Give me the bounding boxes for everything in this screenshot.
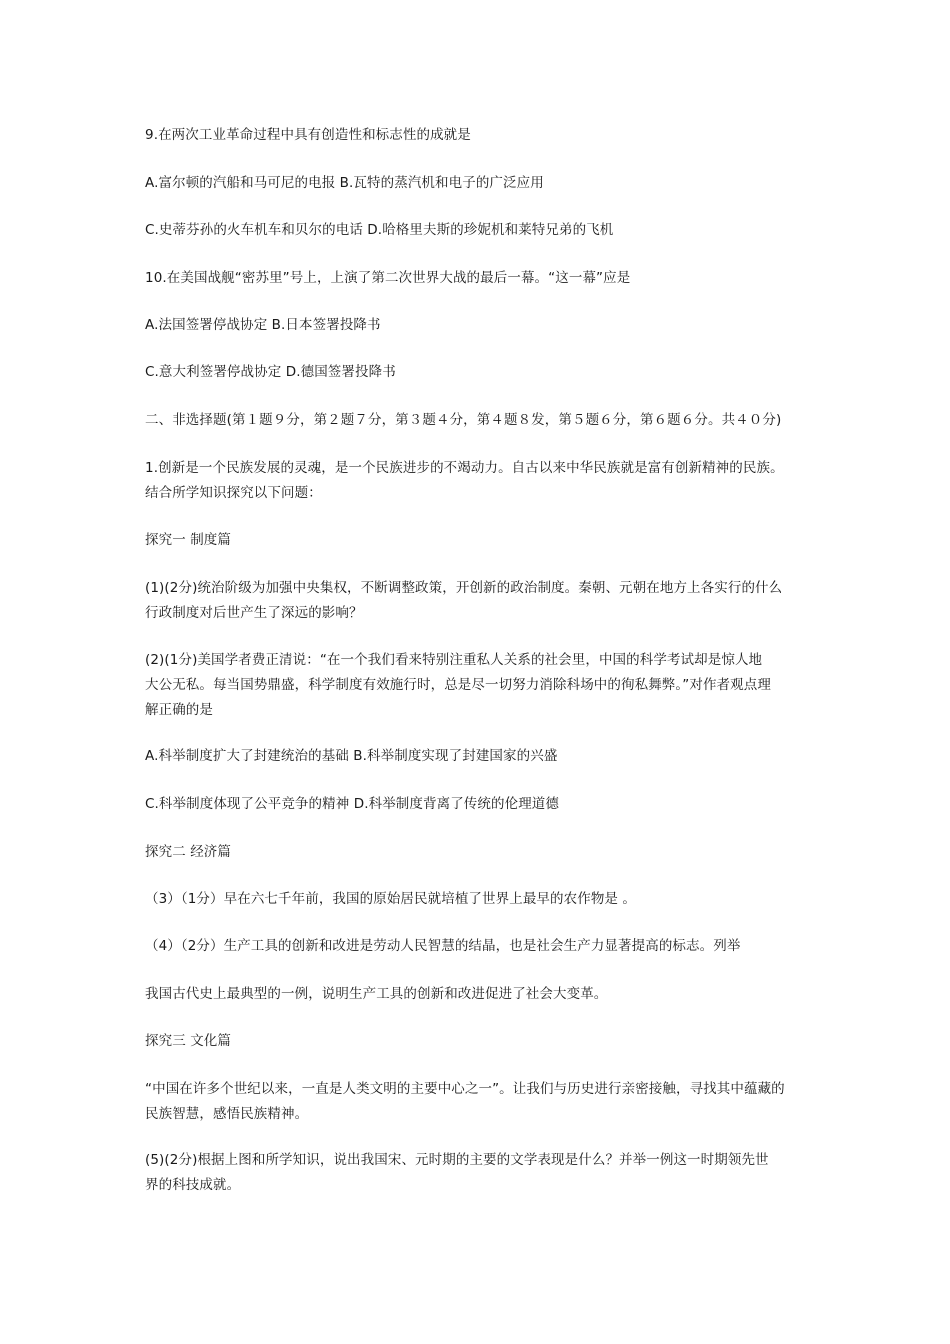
- sub-question-2-line-2: 大公无私。每当国势鼎盛，科学制度有效施行时，总是尽一切努力消除科场中的徇私舞弊。”对作者观点理: [145, 677, 771, 693]
- culture-intro-line-2: 民族智慧，感悟民族精神。: [145, 1106, 309, 1122]
- part-1-intro-line-1: 1.创新是一个民族发展的灵魂，是一个民族进步的不竭动力。自古以来中华民族就是富有创新精神的民族。: [145, 460, 784, 476]
- sub-question-5-line-1: (5)(2分)根据上图和所学知识，说出我国宋、元时期的主要的文学表现是什么？并举一例这一时期领先世: [145, 1152, 769, 1168]
- question-9-stem: 9.在两次工业革命过程中具有创造性和标志性的成就是: [145, 127, 471, 143]
- explore-one-heading: 探究一 制度篇: [145, 532, 231, 548]
- explore-three-heading: 探究三 文化篇: [145, 1033, 231, 1049]
- sub-question-2-options-cd: C.科举制度体现了公平竞争的精神 D.科举制度背离了传统的伦理道德: [145, 796, 559, 812]
- sub-question-1-line-2: 行政制度对后世产生了深远的影响？: [145, 605, 363, 621]
- explore-two-heading: 探究二 经济篇: [145, 844, 231, 860]
- question-10-stem: 10.在美国战舰“密苏里”号上，上演了第二次世界大战的最后一幕。“这一幕”应是: [145, 270, 631, 286]
- sub-question-2-line-1: (2)(1分)美国学者费正清说：“在一个我们看来特别注重私人关系的社会里，中国的科学考试却是惊人地: [145, 652, 763, 668]
- question-10-options-cd: C.意大利签署停战协定 D.德国签署投降书: [145, 364, 396, 380]
- question-10-options-ab: A.法国签署停战协定 B.日本签署投降书: [145, 317, 381, 333]
- sub-question-1-line-1: (1)(2分)统治阶级为加强中央集权，不断调整政策，开创新的政治制度。秦朝、元朝在地方上各实行的什么: [145, 580, 783, 596]
- sub-question-3: （3）（1分）早在六七千年前，我国的原始居民就培植了世界上最早的农作物是 。: [145, 891, 637, 907]
- sub-question-2-options-ab: A.科举制度扩大了封建统治的基础 B.科举制度实现了封建国家的兴盛: [145, 748, 558, 764]
- sub-question-4-line-1: （4）（2分）生产工具的创新和改进是劳动人民智慧的结晶，也是社会生产力显著提高的标志。列举: [145, 938, 741, 954]
- sub-question-2-line-3: 解正确的是: [145, 702, 213, 718]
- sub-question-5-line-2: 界的科技成就。: [145, 1177, 241, 1193]
- section-two-heading: 二、非选择题(第１题９分，第２题７分，第３题４分，第４题８发，第５题６分，第６题６分。共４０分): [145, 412, 782, 428]
- part-1-intro-line-2: 结合所学知识探究以下问题：: [145, 485, 322, 501]
- culture-intro-line-1: “中国在许多个世纪以来，一直是人类文明的主要中心之一”。让我们与历史进行亲密接触，寻找其中蕴藏的: [145, 1081, 785, 1097]
- sub-question-4-line-2: 我国古代史上最典型的一例，说明生产工具的创新和改进促进了社会大变革。: [145, 986, 608, 1002]
- question-9-options-ab: A.富尔顿的汽船和马可尼的电报 B.瓦特的蒸汽机和电子的广泛应用: [145, 175, 544, 191]
- question-9-options-cd: C.史蒂芬孙的火车机车和贝尔的电话 D.哈格里夫斯的珍妮机和莱特兄弟的飞机: [145, 222, 614, 238]
